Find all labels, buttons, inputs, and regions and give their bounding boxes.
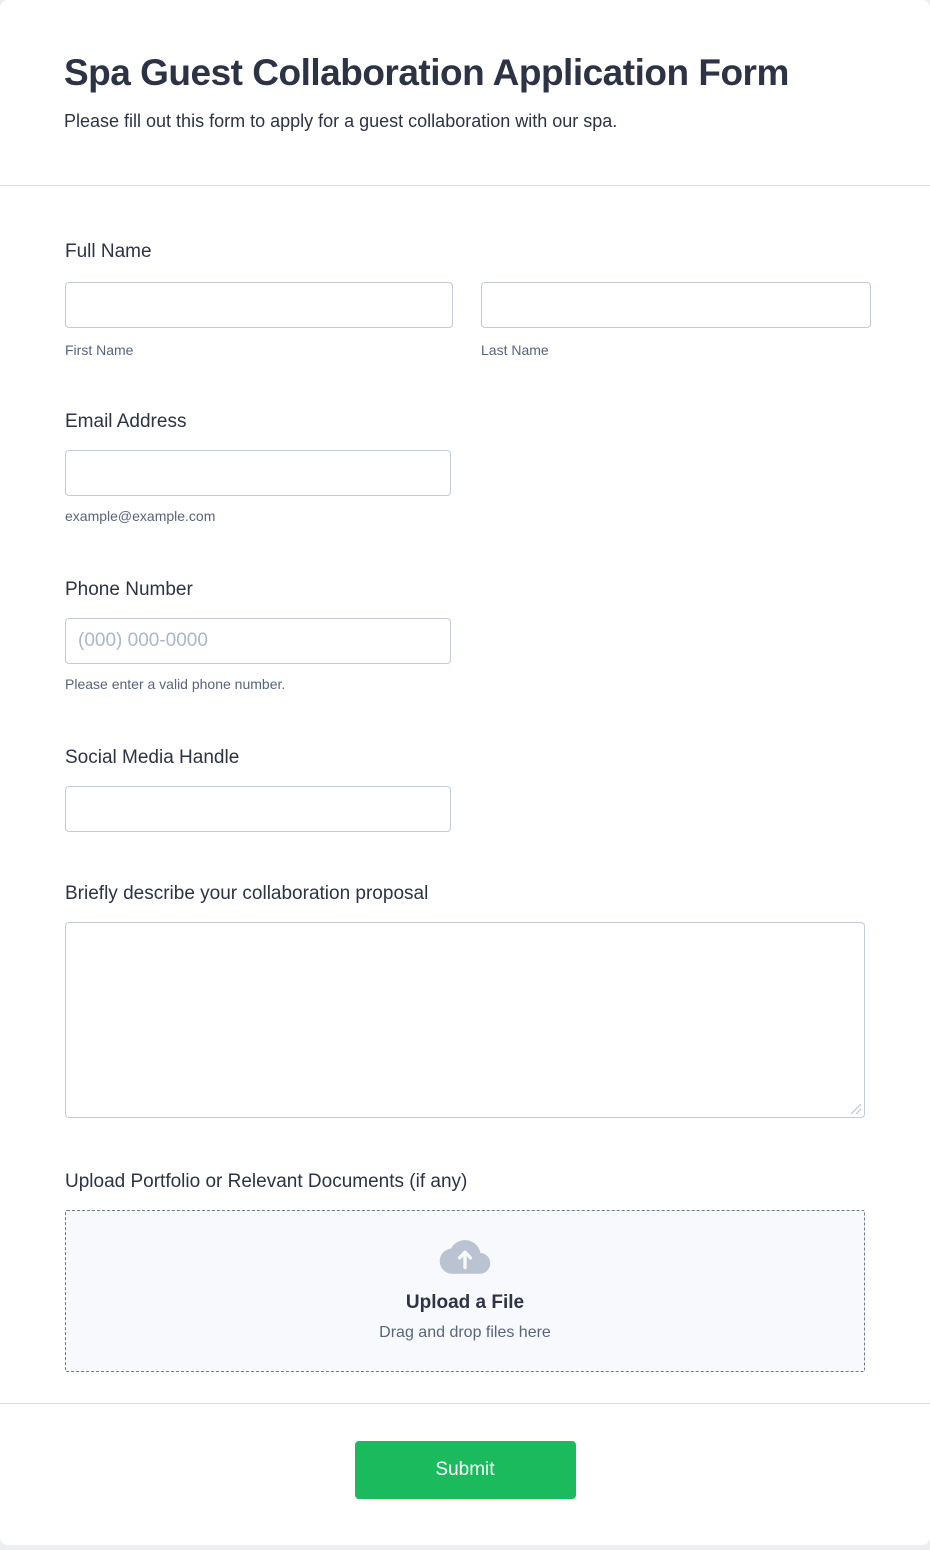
form-body xyxy=(0,240,930,1372)
email-input[interactable] xyxy=(65,450,451,496)
first-name-sublabel: First Name xyxy=(65,342,134,358)
email-hint: example@example.com xyxy=(65,508,216,524)
upload-drag-drop-text: Drag and drop files here xyxy=(379,1324,551,1341)
full-name-label: Full Name xyxy=(65,241,152,262)
cloud-upload-icon xyxy=(439,1238,491,1278)
textarea-resize-handle[interactable] xyxy=(851,1104,861,1114)
proposal-textarea[interactable] xyxy=(65,922,865,1118)
last-name-column xyxy=(481,282,871,360)
social-handle-input[interactable] xyxy=(65,786,451,832)
last-name-sublabel: Last Name xyxy=(481,342,549,358)
proposal-textarea-wrap xyxy=(65,922,865,1118)
phone-hint: Please enter a valid phone number. xyxy=(65,676,286,692)
first-name-input[interactable] xyxy=(65,282,453,328)
upload-label: Upload Portfolio or Relevant Documents (if any) xyxy=(65,1171,468,1192)
social-handle-label: Social Media Handle xyxy=(65,747,240,768)
form-header xyxy=(0,0,930,186)
first-name-column xyxy=(65,282,449,360)
page-title: Spa Guest Collaboration Application Form xyxy=(64,52,789,93)
upload-dropzone[interactable] xyxy=(65,1210,865,1372)
full-name-row xyxy=(65,282,865,360)
upload-file-button-text: Upload a File xyxy=(405,1292,525,1313)
proposal-label: Briefly describe your collaboration proposal xyxy=(65,883,429,904)
phone-label: Phone Number xyxy=(65,579,193,600)
email-label: Email Address xyxy=(65,411,187,432)
submit-button[interactable]: Submit xyxy=(355,1441,576,1499)
page-subtitle: Please fill out this form to apply for a guest collaboration with our spa. xyxy=(64,111,618,131)
phone-input[interactable] xyxy=(65,618,451,664)
form-footer xyxy=(0,1403,930,1499)
last-name-input[interactable] xyxy=(481,282,871,328)
